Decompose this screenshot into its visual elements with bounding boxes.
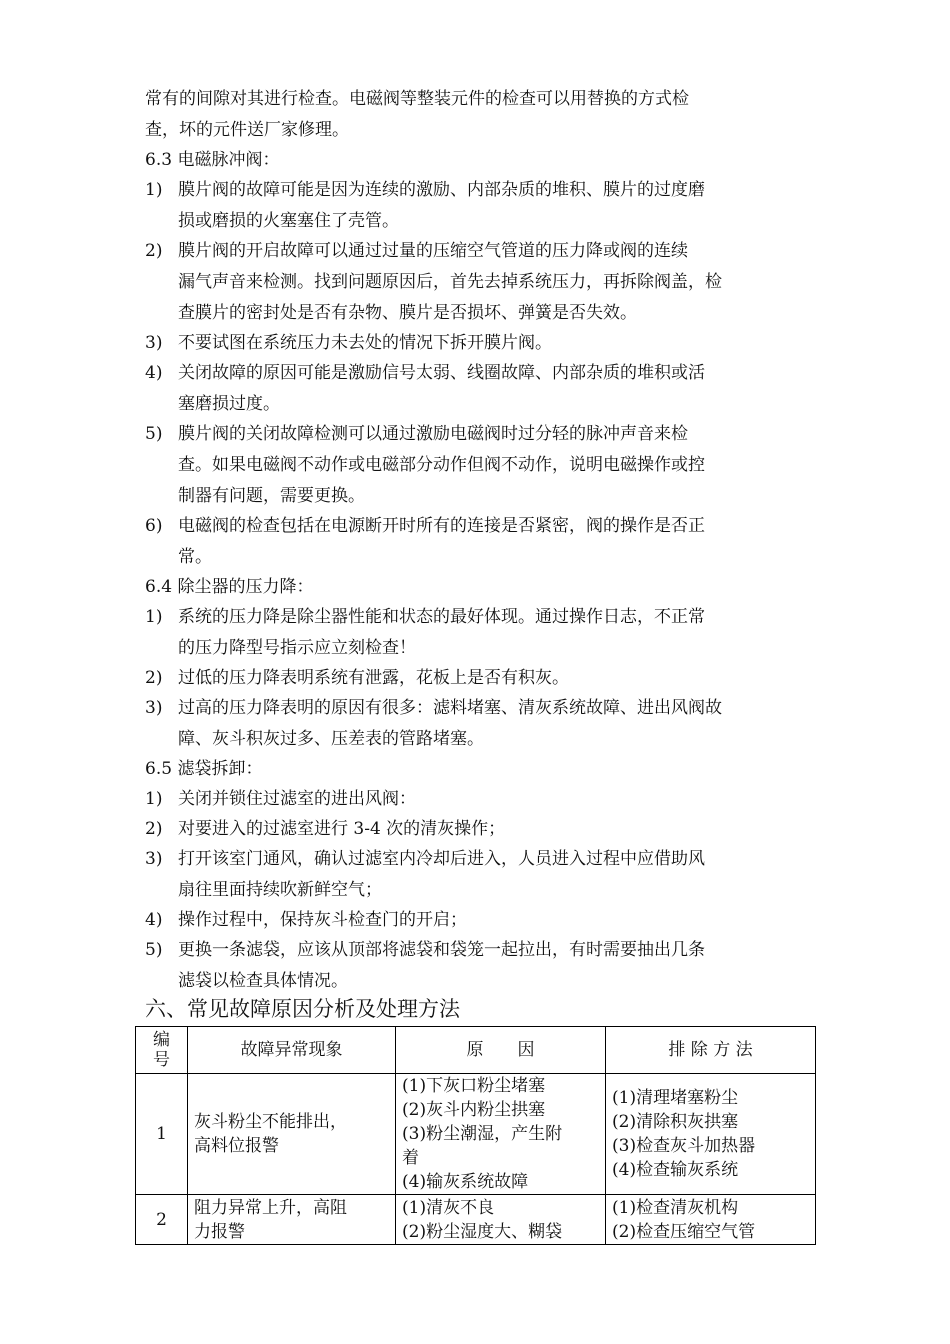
item-line: 塞磨损过度。 — [178, 394, 280, 414]
item-line: 扇往里面持续吹新鲜空气； — [178, 880, 382, 900]
item-line: 关闭并锁住过滤室的进出风阀： — [178, 789, 416, 809]
item-line: 不要试图在系统压力未去处的情况下拆开膜片阀。 — [178, 333, 552, 353]
symptom-line: 灰斗粉尘不能排出， — [194, 1112, 347, 1132]
header-symptom: 故障异常现象 — [188, 1027, 396, 1074]
item-number: 1) — [145, 789, 163, 809]
item-line: 关闭故障的原因可能是激励信号太弱、线圈故障、内部杂质的堆积或活 — [178, 363, 705, 383]
item-number: 5) — [145, 940, 163, 960]
item-number: 1) — [145, 180, 163, 200]
item-line: 制器有问题，需要更换。 — [178, 486, 365, 506]
intro-line: 常有的间隙对其进行检查。电磁阀等整装元件的检查可以用替换的方式检 — [145, 89, 689, 109]
row-number: 2 — [136, 1195, 188, 1245]
item-number: 2) — [145, 241, 163, 261]
item-number: 4) — [145, 910, 163, 930]
cause-line: (3)粉尘潮湿，产生附 — [402, 1124, 563, 1144]
fault-table — [135, 1026, 816, 1245]
cause-line: (1)清灰不良 — [402, 1197, 495, 1218]
remedy-line: (3)检查灰斗加热器 — [612, 1136, 756, 1156]
item-line: 过高的压力降表明的原因有很多：滤料堵塞、清灰系统故障、进出风阀故 — [178, 698, 722, 718]
header-number-line: 编 — [153, 1030, 170, 1050]
item-number: 2) — [145, 668, 163, 688]
symptom-line: 高料位报警 — [194, 1136, 279, 1156]
table-header-row — [136, 1027, 816, 1074]
row-cause — [396, 1195, 606, 1245]
chapter-heading: 六、常见故障原因分析及处理方法 — [145, 997, 460, 1021]
header-number-line: 号 — [153, 1050, 170, 1070]
item-line: 更换一条滤袋，应该从顶部将滤袋和袋笼一起拉出，有时需要抽出几条 — [178, 940, 705, 960]
item-number: 1) — [145, 607, 163, 627]
item-line: 对要进入的过滤室进行 3-4 次的清灰操作； — [178, 819, 506, 839]
item-line: 膜片阀的开启故障可以通过过量的压缩空气管道的压力降或阀的连续 — [178, 241, 688, 261]
item-number: 3) — [145, 333, 163, 353]
item-number: 2) — [145, 819, 163, 839]
header-cause: 原 因 — [396, 1027, 606, 1074]
cause-line: (2)灰斗内粉尘拱塞 — [402, 1100, 546, 1120]
item-line: 查。如果电磁阀不动作或电磁部分动作但阀不动作，说明电磁操作或控 — [178, 455, 705, 475]
item-line: 滤袋以检查具体情况。 — [178, 971, 348, 991]
cause-line: (2)粉尘湿度大、糊袋 — [402, 1221, 563, 1242]
item-line: 膜片阀的故障可能是因为连续的激励、内部杂质的堆积、膜片的过度磨 — [178, 180, 705, 200]
remedy-line: (4)检查输灰系统 — [612, 1160, 739, 1180]
remedy-line: (2)清除积灰拱塞 — [612, 1112, 739, 1132]
cause-line: (1)下灰口粉尘堵塞 — [402, 1076, 546, 1096]
remedy-line: (1)清理堵塞粉尘 — [612, 1088, 739, 1108]
item-line: 损或磨损的火塞塞住了壳管。 — [178, 211, 399, 231]
cause-line: (4)输灰系统故障 — [402, 1172, 529, 1192]
item-line: 的压力降型号指示应立刻检查！ — [178, 638, 416, 658]
table-row — [136, 1074, 816, 1195]
row-symptom — [188, 1195, 396, 1245]
remedy-line: (2)检查压缩空气管 — [612, 1221, 756, 1242]
item-line: 常。 — [178, 547, 212, 567]
item-number: 4) — [145, 363, 163, 383]
cause-line: 着 — [402, 1148, 419, 1168]
item-number: 3) — [145, 849, 163, 869]
row-remedy — [606, 1195, 816, 1245]
row-symptom — [188, 1074, 396, 1195]
section-title: 6.3 电磁脉冲阀： — [145, 150, 280, 170]
item-number: 5) — [145, 424, 163, 444]
item-line: 膜片阀的关闭故障检测可以通过激励电磁阀时过分轻的脉冲声音来检 — [178, 424, 688, 444]
remedy-line: (1)检查清灰机构 — [612, 1197, 739, 1218]
symptom-line: 力报警 — [194, 1221, 245, 1242]
section-title: 6.4 除尘器的压力降： — [145, 577, 314, 597]
row-remedy — [606, 1074, 816, 1195]
row-number: 1 — [136, 1074, 188, 1195]
item-line: 障、灰斗积灰过多、压差表的管路堵塞。 — [178, 729, 484, 749]
item-number: 6) — [145, 516, 163, 536]
item-line: 电磁阀的检查包括在电源断开时所有的连接是否紧密，阀的操作是否正 — [178, 516, 705, 536]
item-line: 操作过程中，保持灰斗检查门的开启； — [178, 910, 467, 930]
item-line: 查膜片的密封处是否有杂物、膜片是否损坏、弹簧是否失效。 — [178, 303, 637, 323]
header-number — [136, 1027, 188, 1074]
item-line: 过低的压力降表明系统有泄露，花板上是否有积灰。 — [178, 668, 569, 688]
intro-line: 查，坏的元件送厂家修理。 — [145, 120, 349, 140]
row-cause — [396, 1074, 606, 1195]
section-title: 6.5 滤袋拆卸： — [145, 759, 263, 779]
item-number: 3) — [145, 698, 163, 718]
table-row — [136, 1195, 816, 1245]
item-line: 打开该室门通风，确认过滤室内冷却后进入，人员进入过程中应借助风 — [178, 849, 705, 869]
header-remedy: 排 除 方 法 — [606, 1027, 816, 1074]
symptom-line: 阻力异常上升，高阻 — [194, 1197, 347, 1218]
item-line: 系统的压力降是除尘器性能和状态的最好体现。通过操作日志，不正常 — [178, 607, 705, 627]
item-line: 漏气声音来检测。找到问题原因后，首先去掉系统压力，再拆除阀盖，检 — [178, 272, 722, 292]
